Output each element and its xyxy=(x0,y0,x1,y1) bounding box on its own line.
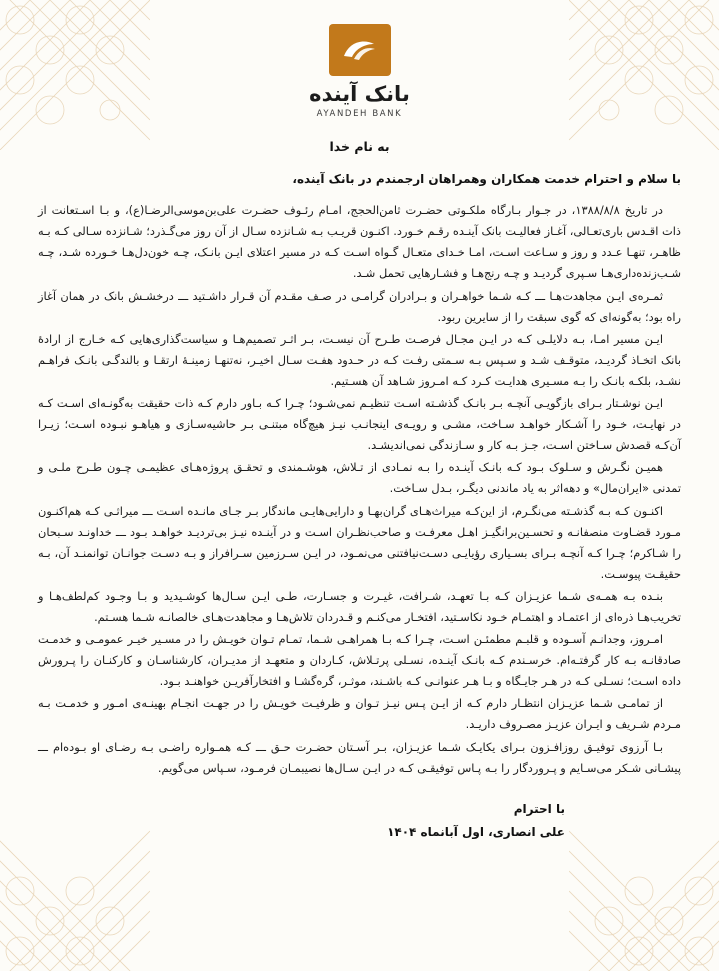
letter-body xyxy=(34,200,685,780)
bismillah-heading: به نام خدا xyxy=(329,139,390,155)
signature-name-date: علی انصاری، اول آبانماه ۱۴۰۴ xyxy=(387,824,565,839)
paragraph: ثمـره‌ی ایـن مجاهدت‌هـا ـــ کـه شـما خواهـران و بـرادران گرامـی در صـف مقـدم آن قـرار داشـتید ـــ درخشـش بانک در همان آغاز راه بود؛ به‌گونه‌ای که گوی سبقت را از سایرین ربود. xyxy=(38,288,681,324)
salutation-line: با سلام و احترام خدمت همکاران وهمراهان ارجمندم در بانک آینده، xyxy=(292,172,681,187)
paragraph: اکنـون کـه بـه گذشـته می‌نگـرم، از این‌کـه میراث‌هـای گران‌بهـا و دارایی‌هایـی ماندگار بـر جـای مانـده اسـت ـــ میراثـی کـه هم‌اکنـون مـورد قضـاوت منصفانـه و تحسـین‌برانگیـز اهـل معرفـت و صاحب‌نظـران اسـت و در آینـده نیـز بی‌تردیـد خواهـد بـود ـــ خداونـد سـبحان را شـاکرم؛ چـرا کـه آنچـه بـرای بسـیاری رؤیایـی دسـت‌نیافتنی می‌نمـود، در ایـن سـرزمین سـرافراز و بـه دسـت جوانـان توانمنـد آن، بـه حقیقـت پیوسـت. xyxy=(38,503,681,581)
ayandeh-bank-logo-mark-icon xyxy=(329,24,391,76)
paragraph: بنـده بـه همـه‌ی شـما عزیـزان کـه بـا تعهـد، شـرافت، غیـرت و جسـارت، طـی ایـن سـال‌ها کوشـیدید و بـا وجـود کم‌لطف‌هـا و تخریب‌هـا ذره‌ای از اعتمـاد و اهتمـام خـود نکاسـتید، افتخـار می‌کنـم و قـدردان تلاش‌هـا و مجاهدت‌هـای خالصانـه شـما هسـتم. xyxy=(38,588,681,624)
paragraph: ایـن نوشـتار بـرای بازگویـی آنچـه بـر بانـک گذشـته اسـت تنظیـم نمی‌شـود؛ چـرا کـه بـاور دارم کـه ذات حقیقت به‌گونـه‌ای اسـت کـه در نهایـت، خـود را آشـکار خواهـد سـاخت، مشـی و رویـه‌ی اینجانـب نیـز هیچ‌گاه مبتنـی بـر حاشیه‌سـازی و هیاهـو نبـوده اسـت؛ زیـرا آن‌کـه قصدش سـاختن اسـت، جـز بـه کار و سـازندگی نمی‌اندیشـد. xyxy=(38,396,681,453)
paragraph: امـروز، وجدانـم آسـوده و قلبـم مطمئـن اسـت، چـرا کـه بـا همراهـی شـما، تمـام تـوان خویـش را در مسـیر خیـر عمومـی و خدمـت صادقانـه بـه کار گرفتـه‌ام. خرسـندم کـه بانـک آینـده، نسـلی پرتـلاش، کـاردان و متعهـد از مدیـران، کارشناسـان و کارکنـان را پـرورش داده اسـت؛ نسـلی کـه در هـر جایـگاه و بـا هـر عنوانـی کـه باشـند، موثـر، گره‌گشـا و افتخارآفریـن خواهنـد بـود. xyxy=(38,632,681,689)
paragraph: بـا آرزوی توفیـق روزافـزون بـرای یکایـک شـما عزیـزان، بـر آسـتان حضـرت حـق ـــ کـه همـواره راضـی بـه رضـای او بـوده‌ام ـــ پیشـانی شـکر می‌سـایم و پـروردگار را بـه پـاس توفیقـی کـه در ایـن سـال‌ها نصیبمـان فرمـود، سـپاس می‌گویم. xyxy=(38,739,681,775)
paragraph: در تاریخ ۱۳۸۸/۸/۸، در جـوار بـارگاه ملکـوتی حضـرت ثامن‌الحجج، امـام رئـوف حضـرت علی‌بن‌موسی‌الرضـا(ع)، و بـا اسـتعانت از ذات اقـدس باری‌تعـالی، آغـاز فعالیـت بانک آینـده رقـم خـورد. اکنـون قریـب بـه شـانزده سـال از آن روز می‌گـذرد؛ شـانزده سـالی کـه بـه ظاهـر، تنهـا عـدد و روز و سـاعت اسـت، امـا خـدای متعـال گـواه اسـت کـه در مسیر اعتلای ایـن بانـک، چـه خون‌دل‌هـا خـورده شـد، چـه شـب‌زنده‌داری‌هـا سـپری گردیـد و چـه رنج‌هـا و فشـارهایی تحمل شـد. xyxy=(38,203,681,281)
signature-closing: با احترام xyxy=(513,801,565,816)
signature-block xyxy=(34,798,685,844)
paragraph: ایـن مسیر امـا، بـه دلایلـی کـه در ایـن مجـال فرصـت طـرح آن نیسـت، بـر اثـر تصمیم‌هـا و سیاست‌گذاری‌هایی کـه خـارج از ارادهٔ بانک اتخـاذ گردیـد، متوقـف شـد و سـپس بـه سـمتی رفـت کـه در حـدود هفـت سـال اخیـر، نه‌تنهـا زمینـهٔ ارتقـا و بالندگـی بانـک فراهـم نشـد، بلکـه بانـک را بـه مسـیری هدایـت کـرد کـه امـروز شـاهد آن هسـتیم. xyxy=(38,331,681,388)
logo-title-en: AYANDEH BANK xyxy=(316,109,403,120)
bank-logo xyxy=(34,24,685,119)
logo-title-fa: بانک آینده xyxy=(309,82,410,106)
paragraph: از تمامـی شـما عزیـزان انتظـار دارم کـه از ایـن پـس نیـز تـوان و ظرفیـت خویـش را در جهـت انجـام بهینـه‌ی امـور و خدمـت بـه مـردم شـریف و ایـران عزیـز مصـروف داریـد. xyxy=(38,696,681,732)
paragraph: همیـن نگـرش و سـلوک بـود کـه بانـک آینـده را بـه نمـادی از تـلاش، هوشـمندی و تحقـق پروژه‌هـای عظیمـی چـون طـرح ملـی و تمدنی «ایران‌مال» و دهه‌اثر به یاد ماندنی دیگـر، بـدل سـاخت. xyxy=(38,460,681,496)
